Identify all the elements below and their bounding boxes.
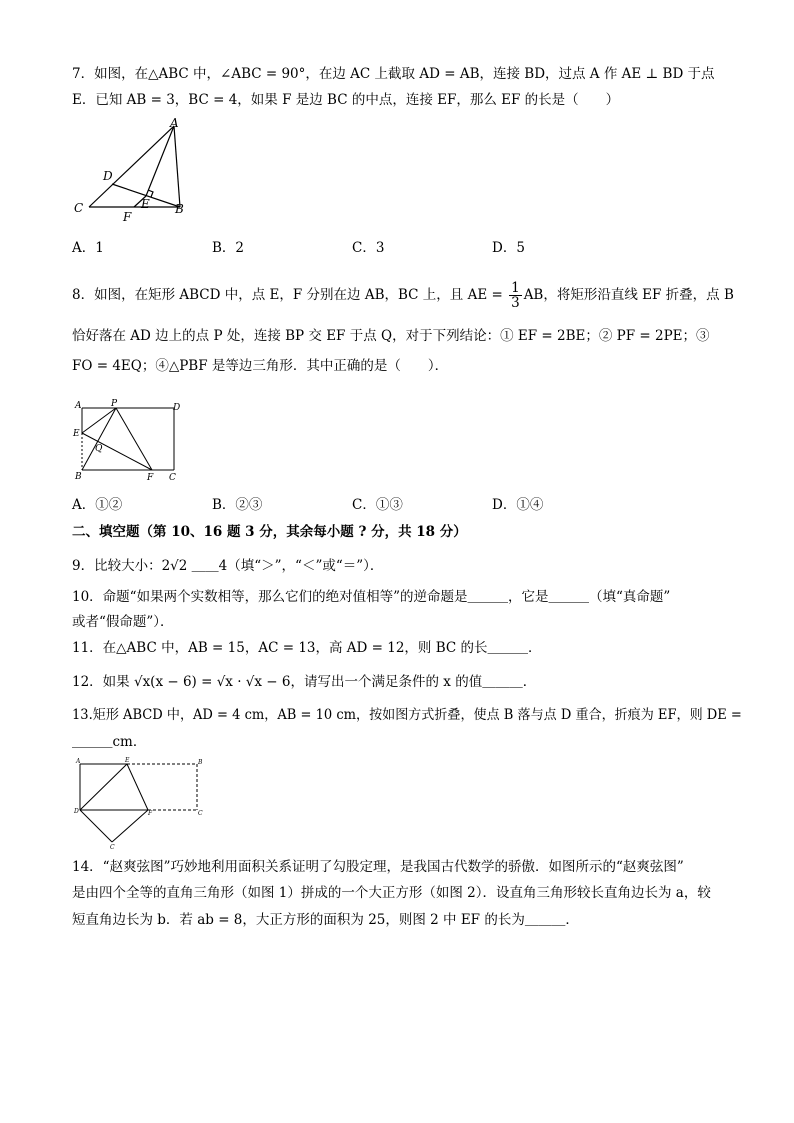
q8-label-F: F (147, 473, 154, 483)
q13-figure (72, 757, 207, 851)
q14-line1: 14．“赵爽弦图”巧妙地利用面积关系证明了勾股定理，是我国古代数学的骄傲．如图所示的“赵爽弦图” (72, 859, 684, 875)
q8-frac-num: 1 (511, 280, 520, 296)
q8-line1-end: AB，将矩形沿直线 EF 折叠，点 B (523, 287, 734, 303)
q7-label-D: D (103, 169, 113, 183)
q13-label-C: C (198, 810, 203, 817)
q10-line1: 10．命题“如果两个实数相等，那么它们的绝对值相等”的逆命题是＿＿＿，它是＿＿＿（填“真命题” (72, 589, 671, 605)
q7-label-F: F (123, 210, 132, 224)
q7-line2: E．已知 AB = 3，BC = 4，如果 F 是边 BC 的中点，连接 EF，那么 EF 的长是（ ） (72, 92, 620, 108)
q13-label-B: B (198, 759, 203, 766)
q8-option-b[interactable]: B．②③ (212, 497, 263, 513)
q8-label-B: B (75, 472, 82, 482)
q7-option-d[interactable]: D．5 (492, 240, 525, 256)
q8-label-C: C (169, 473, 176, 483)
q14-line2: 是由四个全等的直角三角形（如图 1）拼成的一个大正方形（如图 2）．设直角三角形较长直角边长为 a，较 (72, 885, 711, 901)
q14-line3: 短直角边长为 b．若 ab = 8，大正方形的面积为 25，则图 2 中 EF 的长为＿＿＿． (72, 912, 579, 928)
q8-line3: FO = 4EQ；④△PBF 是等边三角形．其中正确的是（ ）． (72, 358, 449, 374)
q7-option-c[interactable]: C．3 (352, 240, 385, 256)
q13-label-C-folded: C (110, 844, 115, 851)
q13-line1: 13.矩形 ABCD 中，AD = 4 cm，AB = 10 cm，按如图方式折叠，使点 B 落与点 D 重合，折痕为 EF，则 DE = (72, 707, 742, 723)
q7-option-a[interactable]: A．1 (72, 240, 104, 256)
q8-label-P: P (111, 399, 118, 409)
q10-line2: 或者“假命题”）． (72, 614, 174, 630)
q7-figure (72, 116, 202, 226)
q8-option-a[interactable]: A．①② (72, 497, 123, 513)
q8-frac-den: 3 (511, 295, 520, 311)
q13-label-E: E (125, 757, 130, 764)
q11-text: 11．在△ABC 中，AB = 15，AC = 13，高 AD = 12，则 BC 的长＿＿＿． (72, 640, 542, 656)
q9-text: 9．比较大小：2√2 ＿＿4（填“＞”，“＜”或“＝”）． (72, 558, 384, 574)
q7-label-E: E (141, 197, 150, 211)
q7-label-B: B (175, 202, 184, 216)
q8-option-d[interactable]: D．①④ (492, 497, 544, 513)
q8-fraction (509, 281, 522, 310)
q7-label-C: C (74, 201, 84, 215)
q8-label-E: E (73, 429, 80, 439)
section-fill-in-blank-title: 二、填空题（第 10、16 题 3 分，其余每小题 ? 分，共 18 分） (72, 524, 467, 540)
q8-label-Q: Q (95, 444, 103, 454)
q12-text: 12．如果 √x(x − 6) = √x · √x − 6，请写出一个满足条件的 x 的值＿＿＿． (72, 674, 537, 690)
q13-label-D: D (74, 808, 79, 815)
q13-line2: ＿＿＿cm． (72, 734, 147, 750)
q7-line1: 7．如图，在△ABC 中，∠ABC = 90°，在边 AC 上截取 AD = AB，连接 BD，过点 A 作 AE ⊥ BD 于点 (72, 66, 715, 82)
q8-line2: 恰好落在 AD 边上的点 P 处，连接 BP 交 EF 于点 Q，对于下列结论：① EF = 2BE；② PF = 2PE；③ (72, 328, 710, 344)
q8-label-D: D (173, 403, 181, 413)
q8-option-c[interactable]: C．①③ (352, 497, 403, 513)
q8-line1-start: 8．如图，在矩形 ABCD 中，点 E，F 分别在边 AB，BC 上，且 AE = (72, 287, 508, 303)
q8-line1 (72, 281, 734, 310)
q7-option-b[interactable]: B．2 (212, 240, 245, 256)
q13-label-A: A (76, 758, 81, 765)
q13-label-F: F (148, 810, 153, 817)
q8-label-A: A (75, 401, 82, 411)
q8-figure (72, 398, 187, 483)
q7-label-A: A (170, 116, 179, 130)
